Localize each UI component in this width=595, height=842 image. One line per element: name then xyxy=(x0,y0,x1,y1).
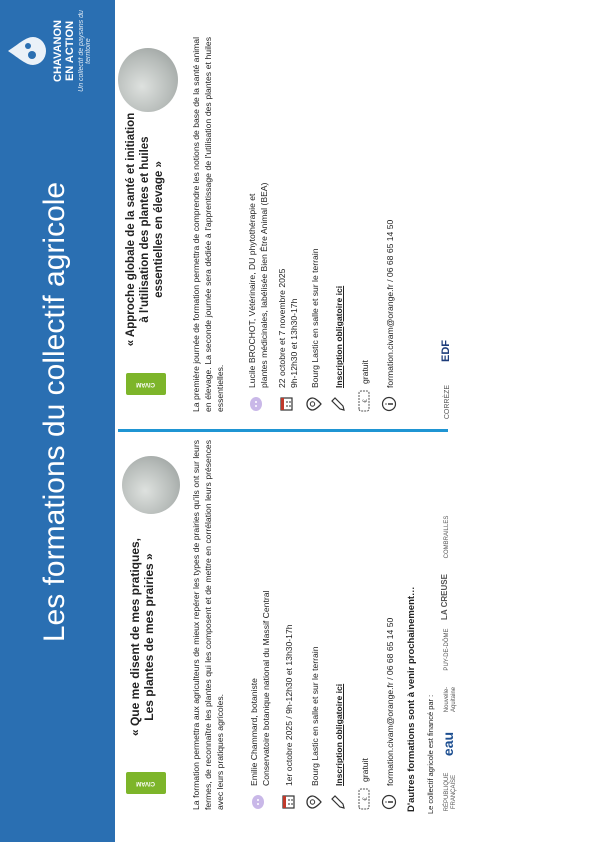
right-trainer-line1: Lucile BROCHOT, Vétérinaire, DU phytothérapie et xyxy=(247,193,257,388)
chavanon-logo xyxy=(4,5,110,97)
right-date-line1: 22 octobre et 7 novembre 2025 xyxy=(277,268,287,388)
location-pin-icon xyxy=(306,794,322,810)
left-contact[interactable]: formation.civam@orange.fr / 06 68 65 14 50 xyxy=(385,617,395,786)
left-training-title xyxy=(128,512,156,762)
left-description: La formation permettra aux agriculteurs de mieux repérer les types de prairies qu'ils ont sur leurs fermes, de reconnaître les plantes qui les composent et de mettre en corrélation leurs présences avec leurs pratiques agricoles. xyxy=(191,440,225,810)
right-registration-link[interactable]: Inscription obligatoire ici xyxy=(334,285,344,388)
left-registration-link[interactable]: Inscription obligatoire ici xyxy=(334,683,344,786)
right-title-line3: essentielles en élevage » xyxy=(153,161,165,298)
logo-line1: CHAVANON xyxy=(52,20,64,82)
header-banner xyxy=(0,0,115,842)
svg-text:€: € xyxy=(363,797,369,801)
svg-text:€: € xyxy=(363,399,369,403)
left-trainer-line1: Emilie Chammard, botaniste xyxy=(249,678,259,786)
more-trainings-notice: D'autres formations sont à venir prochainement… xyxy=(406,586,417,812)
right-title-line1: « Approche globale de la santé et initiation xyxy=(125,112,137,347)
calendar-icon xyxy=(278,396,294,412)
right-trainer-line2: plantes médicinales, labélisée Bien Être Animal (BEA) xyxy=(259,182,269,388)
right-contact[interactable]: formation.civam@orange.fr / 06 68 65 14 50 xyxy=(385,219,395,388)
price-tag-icon xyxy=(356,788,372,810)
left-price: gratuit xyxy=(360,758,370,782)
sponsor-republique: RÉPUBLIQUE FRANÇAISE xyxy=(444,772,457,812)
calendar-icon xyxy=(280,794,296,810)
sponsor-nouvelle-aquitaine: Nouvelle-Aquitaine xyxy=(444,686,457,713)
right-date-line2: 9h-12h30 et 13h30-17h xyxy=(289,298,299,388)
page-title: Les formations du collectif agricole xyxy=(38,181,71,643)
trainer-icon xyxy=(250,794,266,810)
sponsor-combrailles: COMBRAILLES xyxy=(444,515,450,559)
left-trainer xyxy=(248,446,272,786)
trainer-icon xyxy=(248,396,264,412)
drop-logo-icon xyxy=(6,33,46,69)
pen-icon xyxy=(330,396,346,412)
left-trainer-line2: Conservatoire botanique national du Massif Central xyxy=(261,590,271,786)
left-location: Bourg Lastic en salle et sur le terrain xyxy=(310,646,320,786)
right-title-line2: à l'utilisation des plantes et huiles xyxy=(139,136,151,323)
logo-tagline: Un collectif de paysans du territoire xyxy=(78,10,92,92)
location-pin-icon xyxy=(306,396,322,412)
financed-by-label: Le collectif agricole est financé par : xyxy=(426,694,435,814)
right-date xyxy=(276,38,300,388)
price-tag-icon xyxy=(356,390,372,412)
info-icon xyxy=(381,794,397,810)
pen-icon xyxy=(330,794,346,810)
sponsor-correze: CORRÈZE xyxy=(444,384,451,420)
right-description: La première journée de formation permettra de comprendre les notions de base de la santé animal en élevage. La seconde journée sera dédiée à l'apprentissage de l'utilisation des plantes et huiles essentielles. xyxy=(191,37,225,412)
right-location: Bourg Lastic en salle et sur le terrain xyxy=(310,248,320,388)
civam-badge: CIVAM xyxy=(126,373,166,395)
left-date: 1er octobre 2025 / 9h-12h30 et 13h30-17h xyxy=(284,624,294,786)
civam-badge: CIVAM xyxy=(126,772,166,794)
sponsor-eau: eau xyxy=(440,731,456,757)
right-training-title xyxy=(124,97,166,362)
prairie-photo xyxy=(122,456,180,514)
right-trainer xyxy=(246,38,270,388)
logo-line2: EN ACTION xyxy=(64,20,76,82)
sponsor-creuse: LA CREUSE xyxy=(440,574,449,620)
left-title-line2: Les plantes de mes prairies » xyxy=(142,553,156,721)
sponsor-puy-de-dome: PUY-DE-DÔME xyxy=(444,628,450,671)
info-icon xyxy=(381,396,397,412)
sponsor-edf: EDF xyxy=(440,340,452,362)
left-title-line1: « Que me disent de mes pratiques, xyxy=(128,537,142,737)
column-separator xyxy=(118,429,448,432)
right-price: gratuit xyxy=(360,360,370,384)
